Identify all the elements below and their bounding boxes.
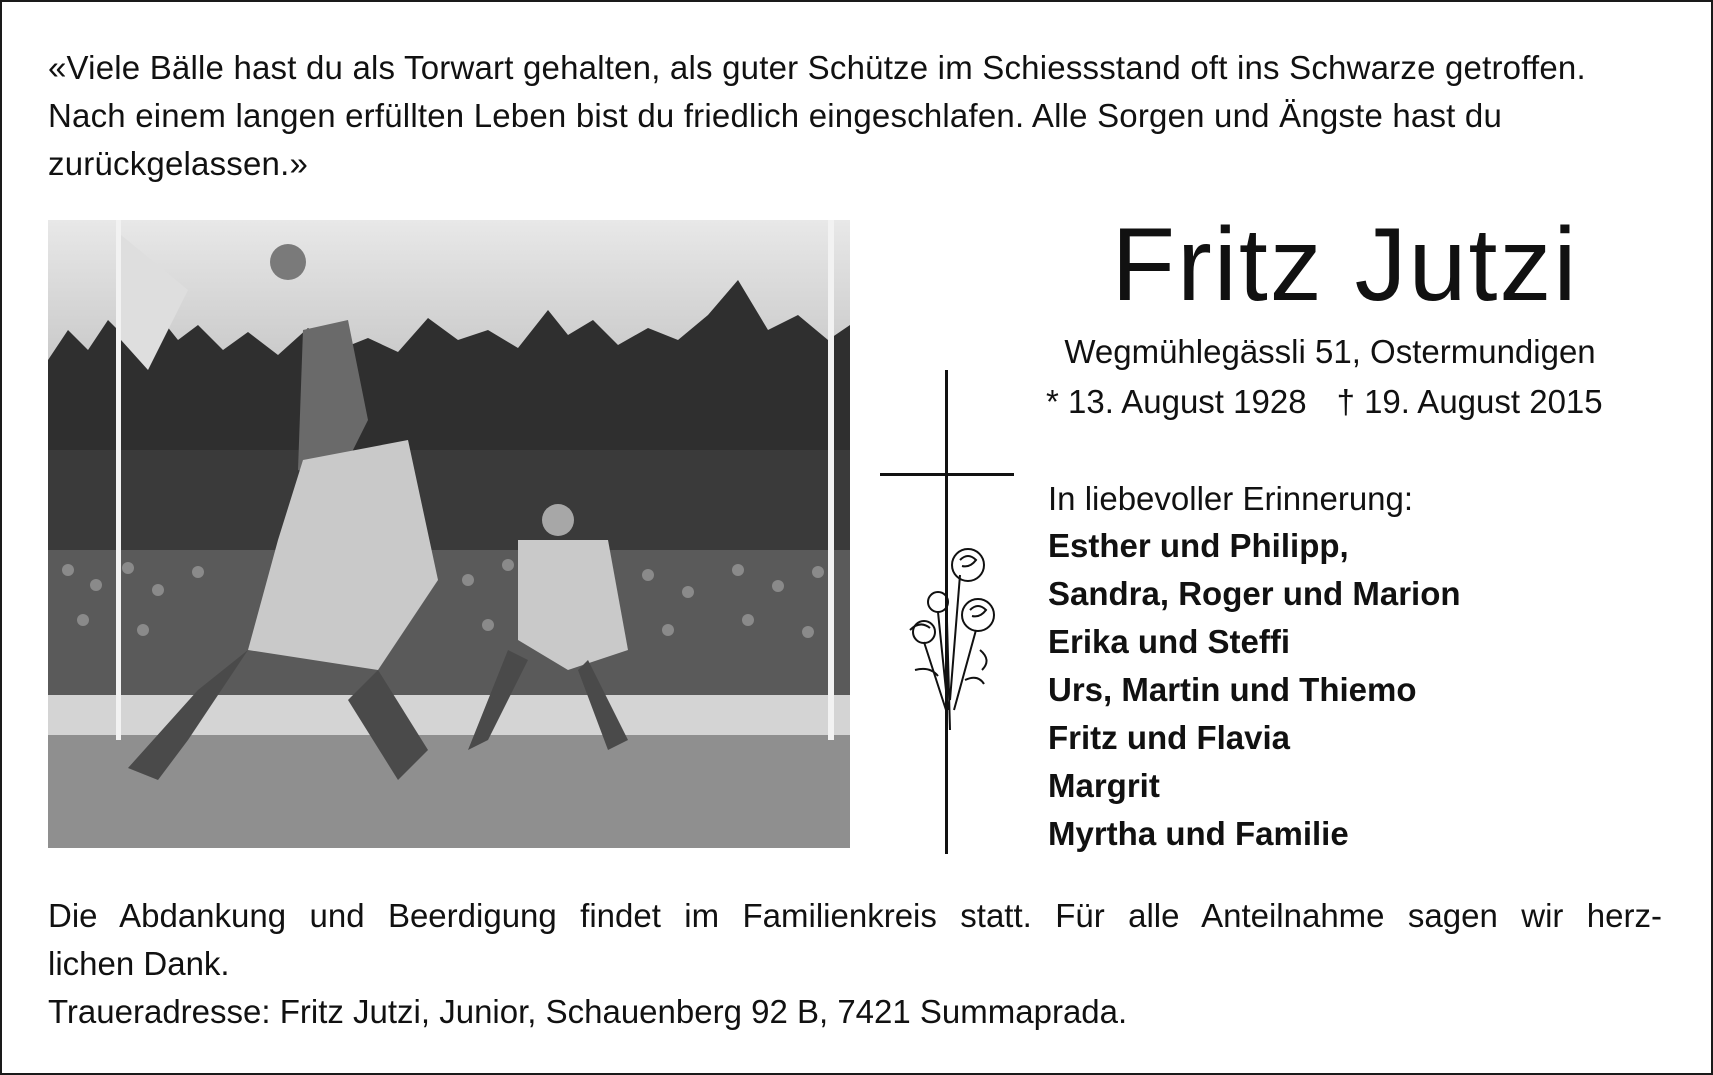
memory-heading: In liebevoller Erinnerung: [1048, 480, 1414, 517]
mourners-list [1048, 522, 1461, 858]
birth-date: * 13. August 1928 [1046, 383, 1307, 420]
list-item: Margrit [1048, 767, 1160, 804]
list-item: Erika und Steffi [1048, 623, 1291, 660]
life-dates [1046, 380, 1603, 424]
death-date: † 19. August 2015 [1336, 383, 1603, 420]
list-item: Sandra, Roger und Marion [1048, 575, 1461, 612]
list-item: Myrtha und Familie [1048, 815, 1349, 852]
funeral-notice [48, 892, 1662, 1036]
quote-line-1: «Viele Bälle hast du als Torwart gehalten, als guter Schütze im Schiessstand oft ins Schwarze getroffen. [48, 49, 1586, 86]
list-item: Urs, Martin und Thiemo [1048, 671, 1417, 708]
deceased-address: Wegmühlegässli 51, Ostermundigen [1064, 333, 1596, 370]
list-item: Esther und Philipp, [1048, 527, 1349, 564]
footer-line-2: lichen Dank. [48, 945, 230, 982]
quote-line-2: Nach einem langen erfüllten Leben bist du friedlich eingeschlafen. Alle Sorgen und Ängste hast du [48, 97, 1503, 134]
football-match-photo [48, 220, 850, 848]
quote-line-3: zurückgelassen.» [48, 145, 309, 182]
footer-line-1: Die Abdankung und Beerdigung findet im Familienkreis statt. Für alle Anteilnahme sagen wir herz- [48, 897, 1662, 934]
memorial-quote [48, 44, 1662, 188]
cross-with-roses-icon [880, 370, 1016, 854]
mourning-address: Traueradresse: Fritz Jutzi, Junior, Schauenberg 92 B, 7421 Summaprada. [48, 993, 1128, 1030]
deceased-name: Fritz Jutzi [1111, 207, 1579, 323]
list-item: Fritz und Flavia [1048, 719, 1291, 756]
